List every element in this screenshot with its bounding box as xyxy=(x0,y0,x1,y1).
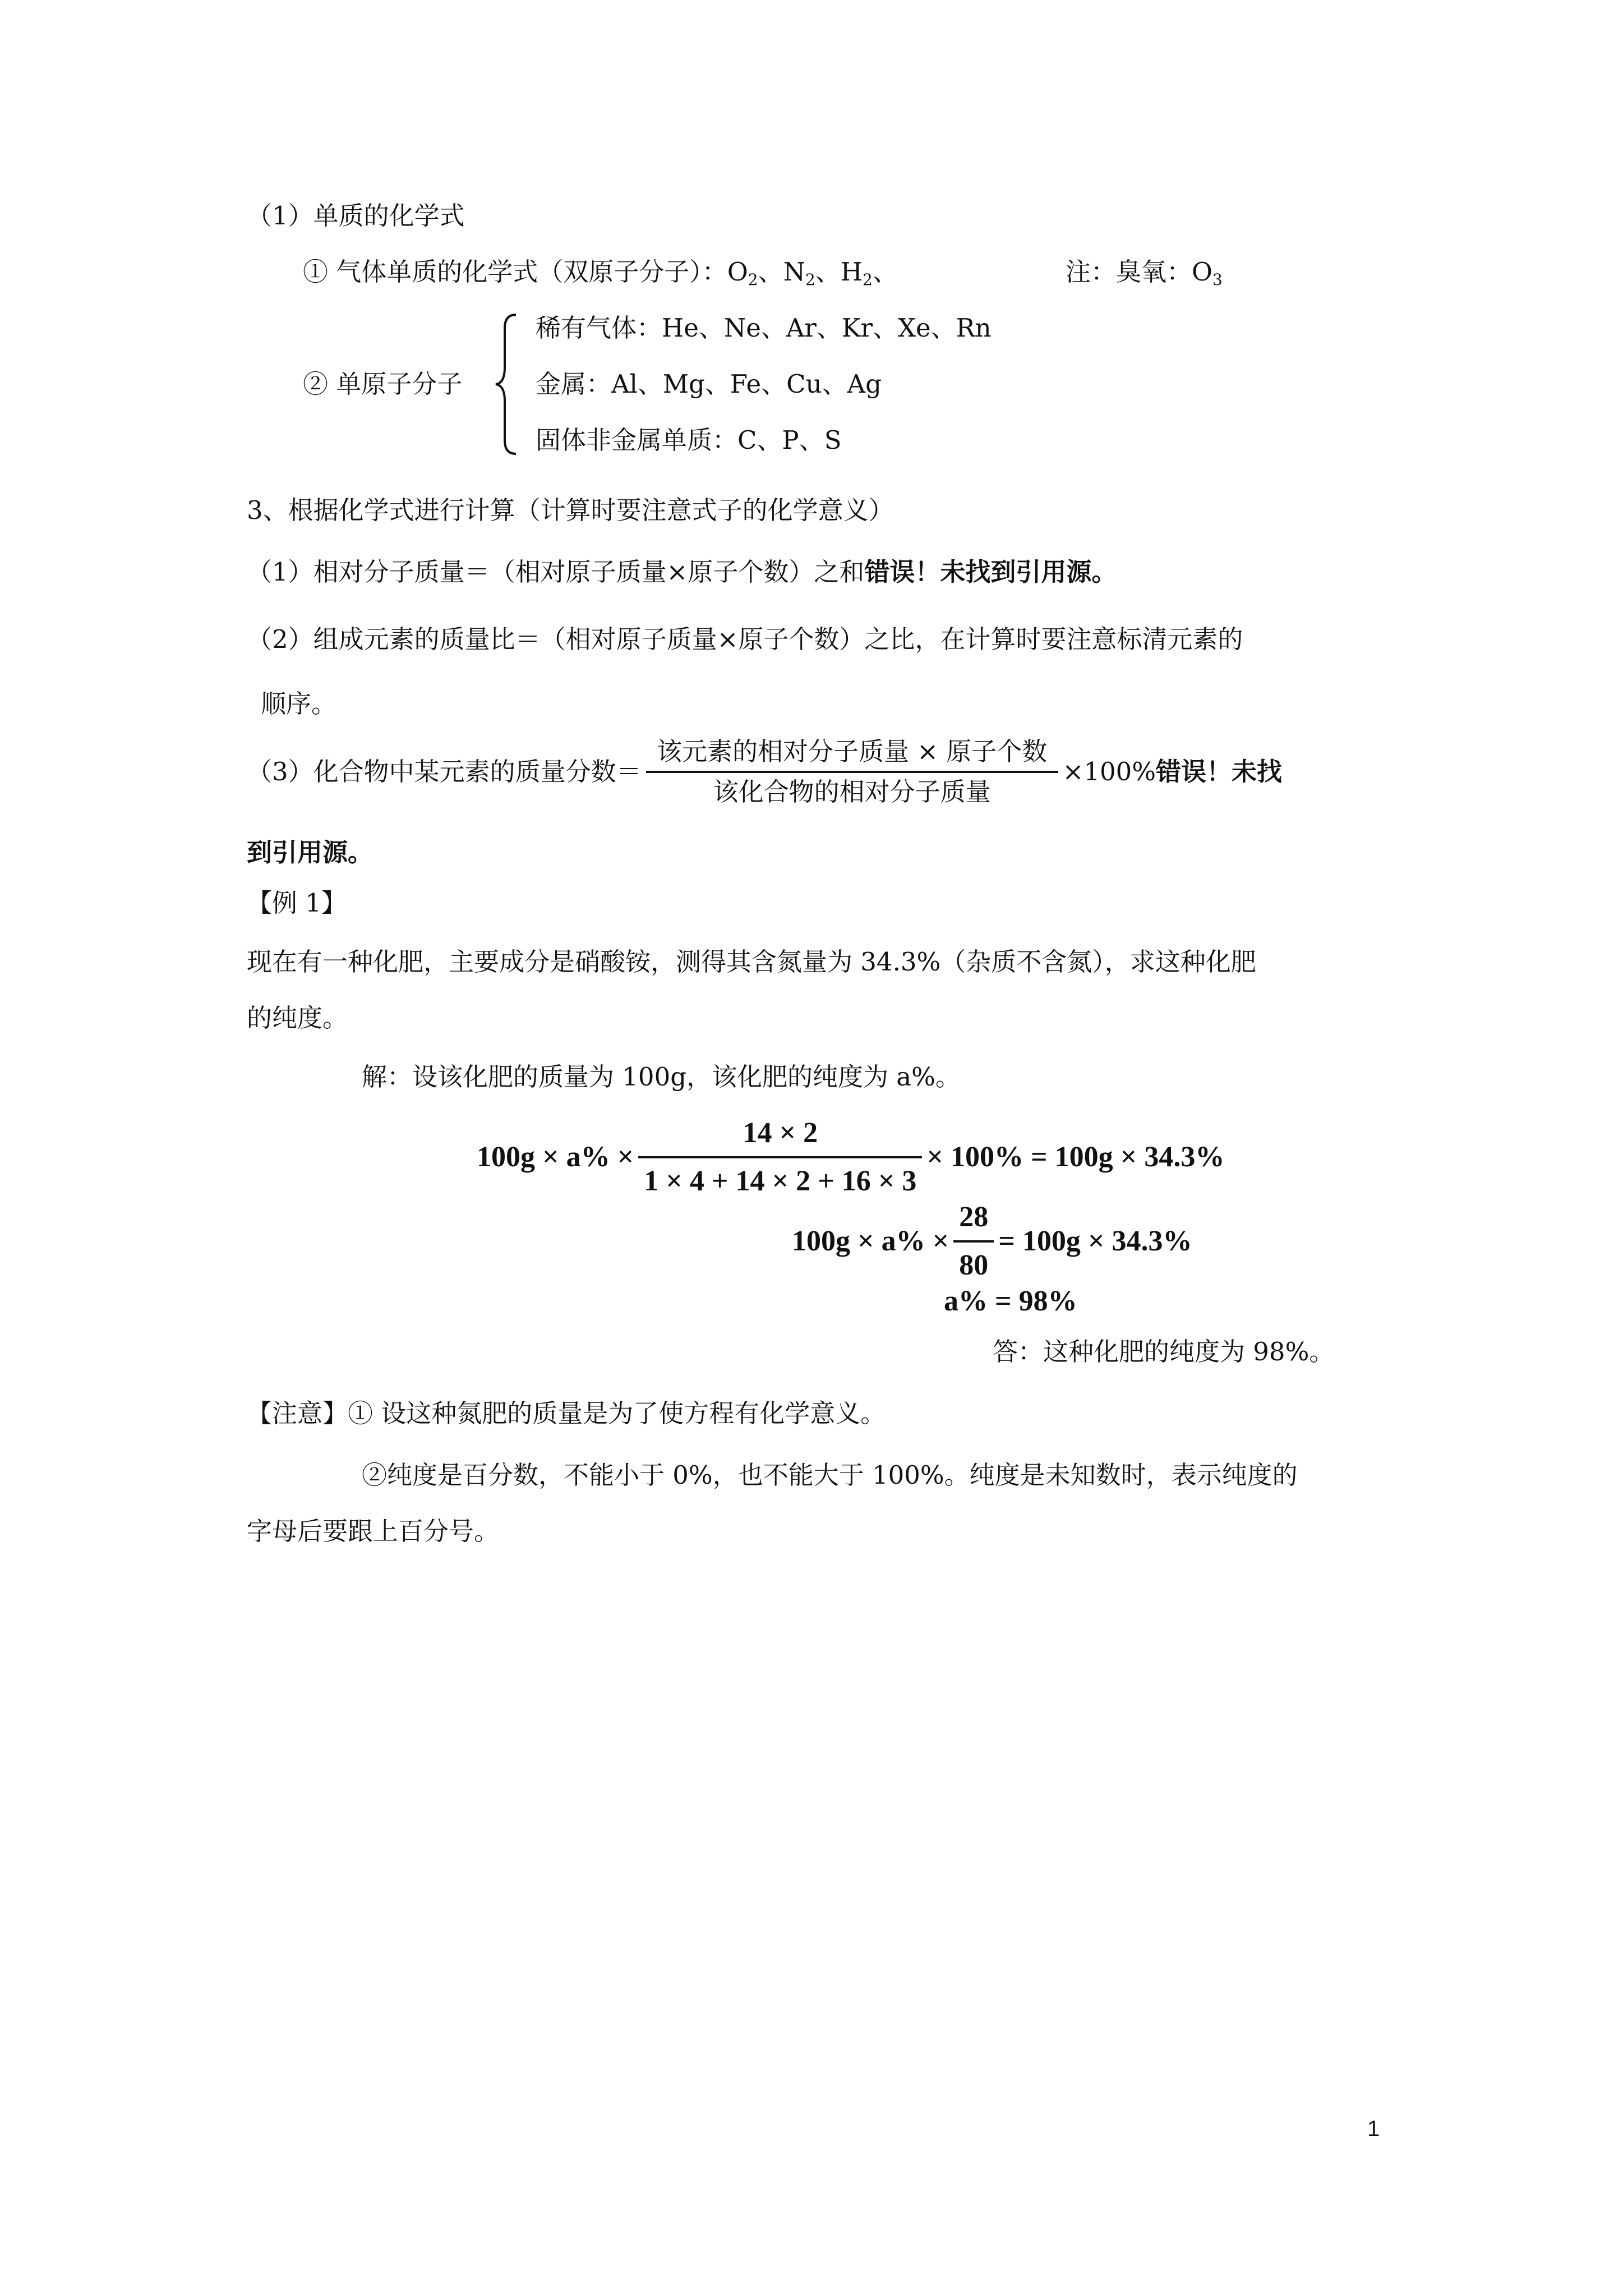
sub-2: 2 xyxy=(805,270,815,289)
section-heading-elements: （1）单质的化学式 xyxy=(247,201,465,231)
formula-h: H xyxy=(840,257,863,287)
fraction-numerator: 该元素的相对分子质量 × 原子个数 xyxy=(656,737,1048,766)
ozone-note-text: 注：臭氧：O xyxy=(1066,257,1212,287)
sub-2: 2 xyxy=(863,270,873,289)
note-line-1: 【注意】① 设这种氮肥的质量是为了使方程有化学意义。 xyxy=(247,1398,886,1428)
sub-3: 3 xyxy=(1212,270,1223,289)
reference-error: 错误！未找到引用源。 xyxy=(864,557,1117,587)
page-number: 1 xyxy=(1367,2116,1380,2141)
eq1-fraction xyxy=(638,1114,922,1201)
eq2-denominator: 80 xyxy=(953,1240,994,1285)
relative-molecular-mass-line xyxy=(247,555,1117,589)
reference-error-continued: 到引用源。 xyxy=(247,838,374,867)
note-line-2: ②纯度是百分数，不能小于 0%，也不能大于 100%。纯度是未知数时，表示纯度的 xyxy=(362,1460,1298,1490)
separator: 、 xyxy=(815,257,841,287)
eq1-right: × 100% = 100g × 34.3% xyxy=(926,1141,1225,1173)
eq1-numerator: 14 × 2 xyxy=(743,1117,818,1149)
eq1-denominator: 1 × 4 + 14 × 2 + 16 × 3 xyxy=(638,1156,922,1201)
solid-nonmetals-line: 固体非金属单质：C、P、S xyxy=(536,425,842,455)
eq2-left: 100g × a% × xyxy=(792,1225,949,1257)
mass-ratio-line-1: （2）组成元素的质量比＝（相对原子质量×原子个数）之比，在计算时要注意标清元素的 xyxy=(247,624,1243,654)
separator: 、 xyxy=(758,257,783,287)
fraction-denominator: 该化合物的相对分子质量 xyxy=(646,771,1058,808)
noble-gases-line: 稀有气体：He、Ne、Ar、Kr、Xe、Rn xyxy=(536,313,992,343)
eq1-left: 100g × a% × xyxy=(477,1141,634,1173)
eq2-numerator: 28 xyxy=(959,1201,989,1233)
formula-o: O xyxy=(727,257,748,287)
curly-brace xyxy=(494,311,522,457)
diatomic-gases-line xyxy=(303,255,898,289)
eq2-fraction xyxy=(953,1198,994,1285)
equation-2 xyxy=(792,1198,1192,1285)
answer-line: 答：这种化肥的纯度为 98%。 xyxy=(993,1337,1335,1366)
eq2-right: = 100g × 34.3% xyxy=(998,1225,1192,1257)
equation-1 xyxy=(477,1114,1224,1201)
monatomic-label: ② 单原子分子 xyxy=(303,369,463,399)
section-3-heading: 3、根据化学式进行计算（计算时要注意式子的化学意义） xyxy=(247,495,894,525)
sub-2: 2 xyxy=(748,270,758,289)
note-line-3: 字母后要跟上百分号。 xyxy=(247,1516,500,1546)
diatomic-label: ① 气体单质的化学式（双原子分子）： xyxy=(303,257,727,287)
example-question-line-2: 的纯度。 xyxy=(247,1003,348,1033)
reference-error: 错误！未找 xyxy=(1156,757,1283,786)
mass-fraction-text: （3）化合物中某元素的质量分数＝ xyxy=(247,757,642,786)
separator: 、 xyxy=(872,257,898,287)
times-100-percent: ×100% xyxy=(1062,757,1156,786)
mass-ratio-line-2: 顺序。 xyxy=(261,689,337,719)
example-heading: 【例 1】 xyxy=(247,888,347,918)
mass-fraction-line xyxy=(247,736,1282,808)
metals-line: 金属：Al、Mg、Fe、Cu、Ag xyxy=(536,369,882,399)
rmm-text: （1）相对分子质量＝（相对原子质量×原子个数）之和 xyxy=(247,557,865,587)
example-question-line-1: 现在有一种化肥，主要成分是硝酸铵，测得其含氮量为 34.3%（杂质不含氮），求这种化肥 xyxy=(247,947,1256,977)
formula-n: N xyxy=(783,257,805,287)
ozone-note xyxy=(1066,255,1223,289)
solution-setup: 解：设该化肥的质量为 100g，该化肥的纯度为 a%。 xyxy=(362,1062,961,1092)
equation-3: a% = 98% xyxy=(944,1285,1077,1317)
mass-fraction-formula xyxy=(646,736,1058,808)
